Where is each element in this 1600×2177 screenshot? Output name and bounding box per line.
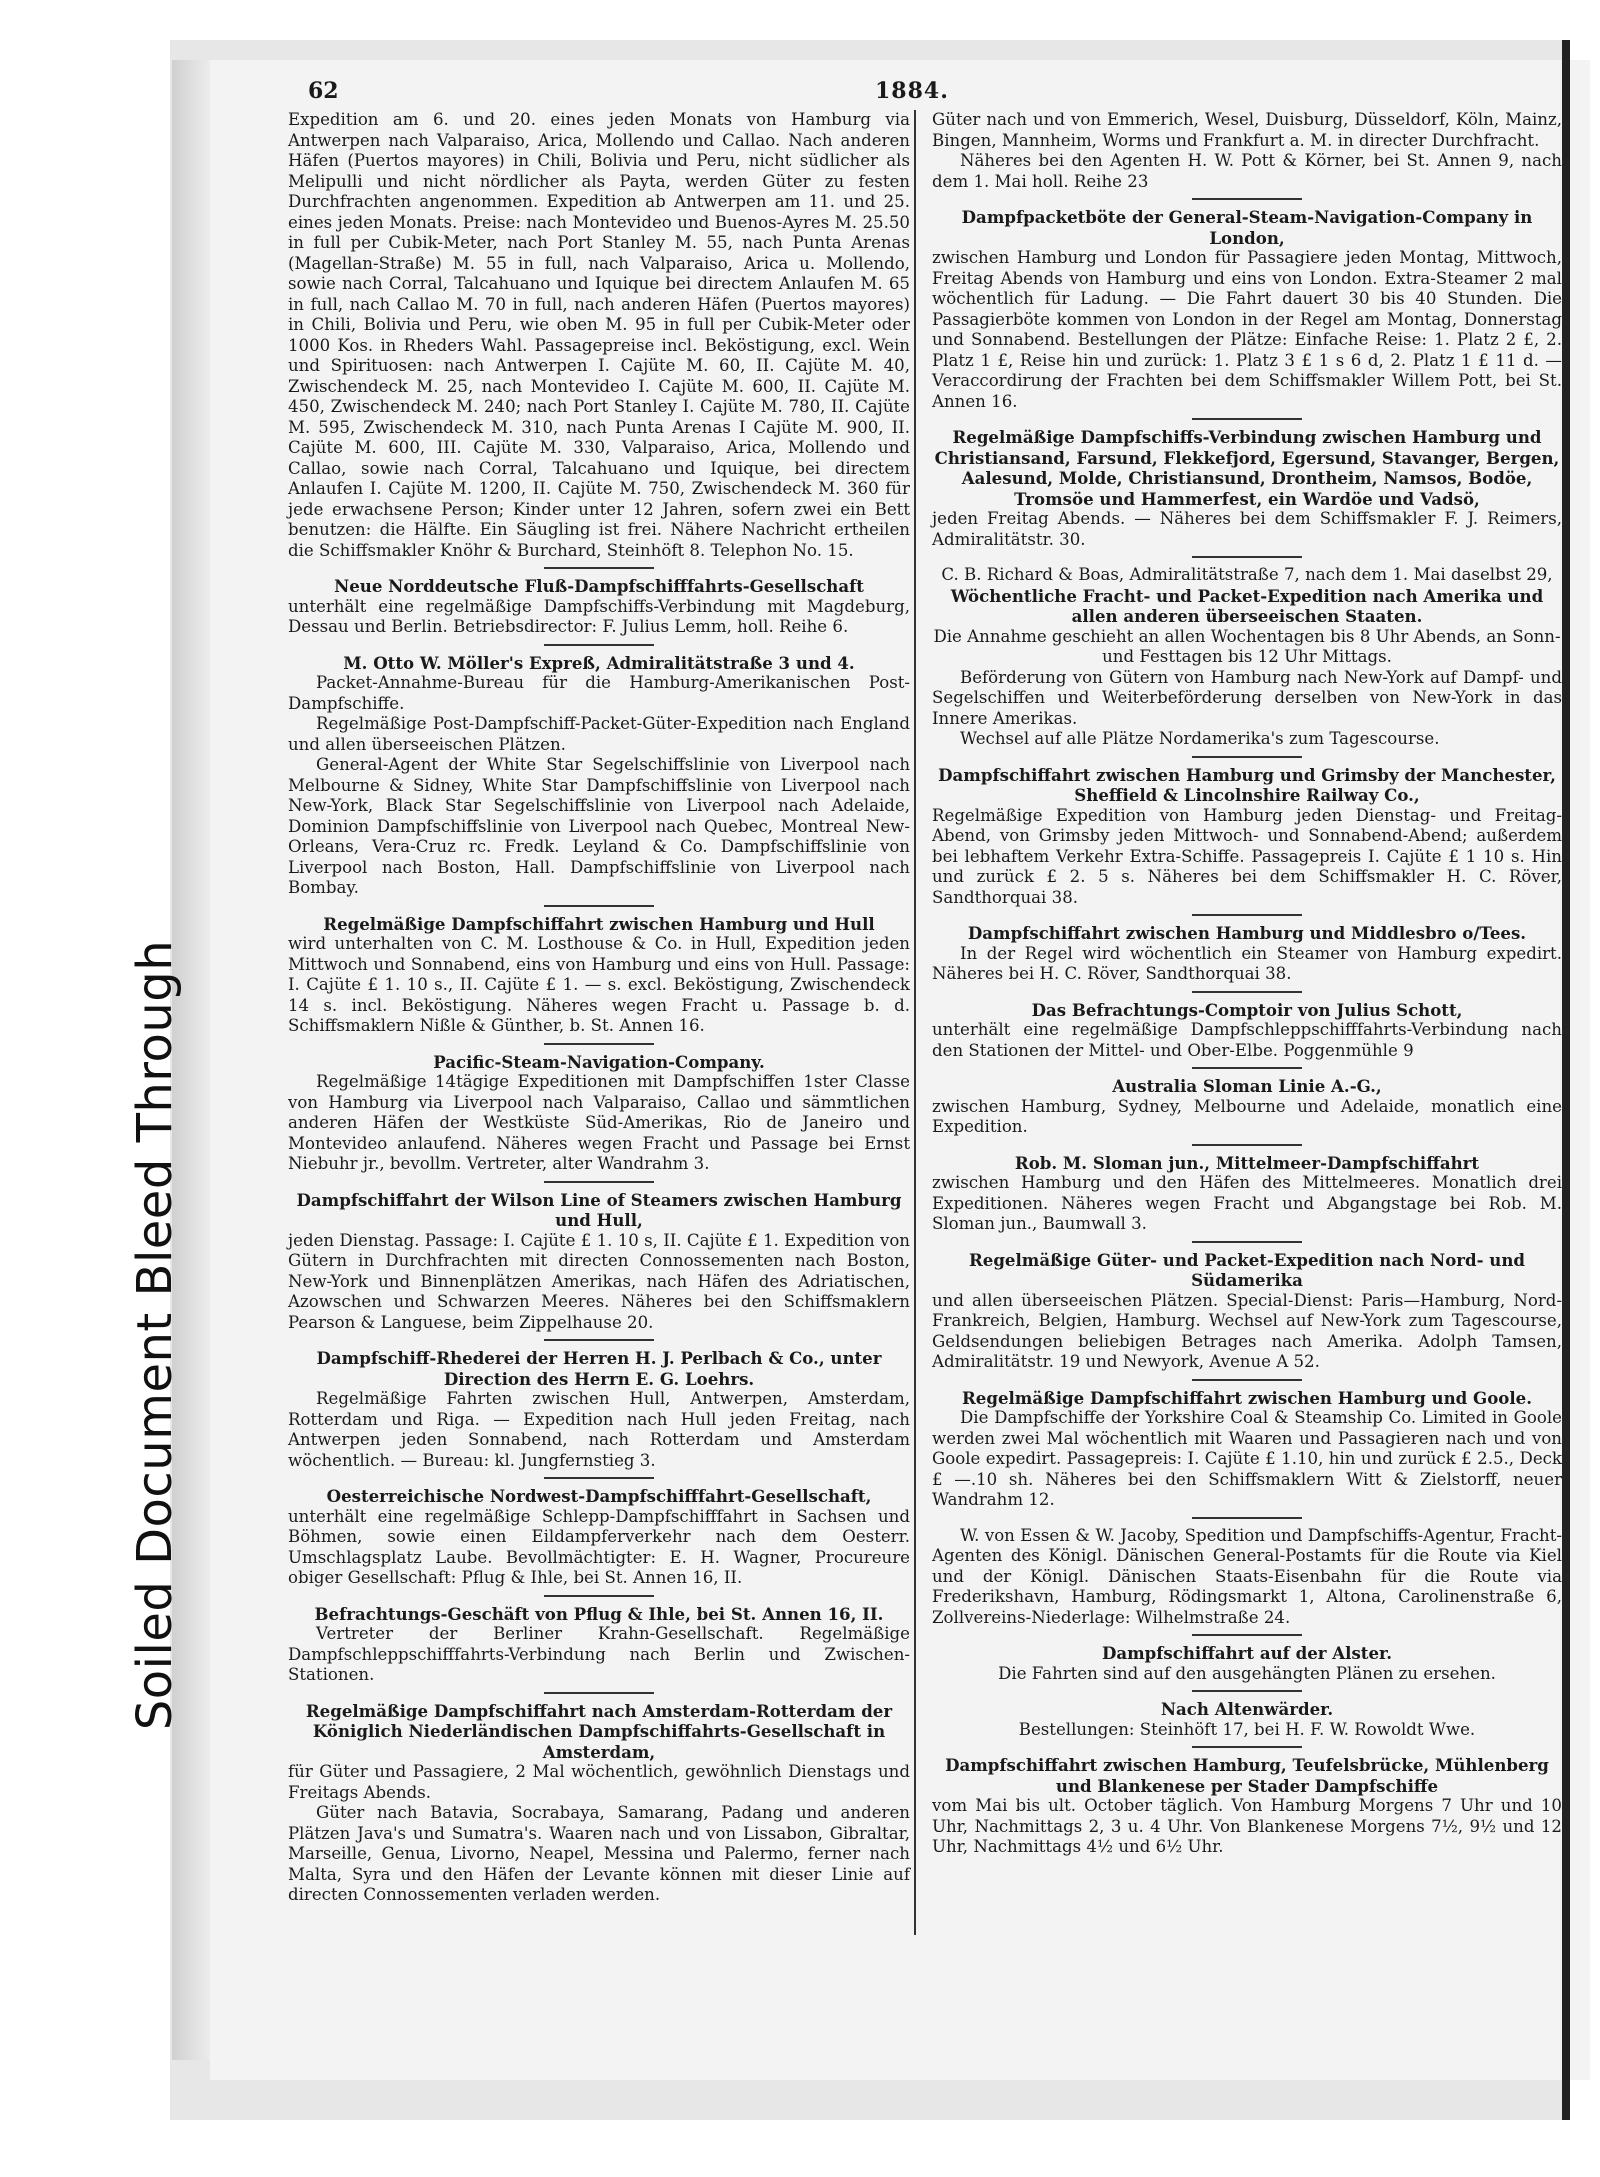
section-heading: M. Otto W. Möller's Expreß, Admiralitätstraße 3 und 4. (343, 652, 855, 673)
section-heading: Wöchentliche Fracht- und Packet-Expedition nach Amerika und allen anderen überseeischen Staaten. (950, 585, 1544, 626)
paragraph: Beförderung von Gütern von Hamburg nach New-York auf Dampf- und Segelschiffen und Weiterbeförderung derselben von New-York in das Innere Amerikas. (932, 667, 1562, 728)
paragraph: Packet-Annahme-Bureau für die Hamburg-Amerikanischen Post-Dampfschiffe. (288, 673, 910, 713)
paragraph: für Güter und Passagiere, 2 Mal wöchentlich, gewöhnlich Dienstags und Freitags Abends. (288, 1762, 910, 1802)
paragraph: Güter nach und von Emmerich, Wesel, Duisburg, Düsseldorf, Köln, Mainz, Bingen, Mannheim, Worms und Frankfurt a. M. in directer Durchfracht. (932, 110, 1562, 150)
section-separator (1192, 1067, 1302, 1069)
section-separator (544, 567, 654, 569)
section-heading: Regelmäßige Dampfschiffs-Verbindung zwischen Hamburg und Christiansand, Farsund, Flekkefjord, Egersund, Stavanger, Bergen, Aalesund, Molde, Christiansund, Drontheim, Namsos, Bodöe, Tromsöe und Hammerfest, ein Wardöe und Vadsö, (934, 427, 1560, 509)
section-separator (1192, 1690, 1302, 1692)
page-edge-right (1562, 40, 1570, 2120)
paragraph: unterhält eine regelmäßige Dampfschleppschifffahrts-Verbindung nach den Stationen der Mittel- und Ober-Elbe. Poggenmühle 9 (932, 1020, 1562, 1060)
condition-stamp-label: Soiled Document Bleed Through (127, 939, 183, 1731)
section-heading: Regelmäßige Dampfschiffahrt nach Amsterdam-Rotterdam der Königlich Niederländischen Dampfschiffahrts-Gesellschaft in Amsterdam, (305, 1700, 893, 1762)
section-heading: Dampfschiffahrt zwischen Hamburg und Middlesbro o/Tees. (967, 923, 1527, 943)
section-separator (1192, 991, 1302, 993)
section-heading: Regelmäßige Dampfschiffahrt zwischen Hamburg und Hull (323, 913, 875, 934)
section-separator (544, 1181, 654, 1183)
paragraph: General-Agent der White Star Segelschiffslinie von Liverpool nach Melbourne & Sidney, White Star Dampfschiffslinie von Liverpool nach New-York, Black Star Segelschiffslinie von Liverpool nach Adelaide, Dominion Dampfschiffslinie von Liverpool nach Quebec, Montreal New-Orleans, Vera-Cruz rc. Fredk. Leyland & Co. Dampfschiffslinie von Liverpool nach Boston, Hall. Dampfschiffslinie von Liverpool nach Bombay. (288, 755, 910, 897)
section-heading: Das Befrachtungs-Comptoir von Julius Schott, (1031, 999, 1463, 1020)
section-separator (544, 1692, 654, 1694)
paragraph: Regelmäßige 14tägige Expeditionen mit Dampfschiffen 1ster Classe von Hamburg via Liverpool nach Valparaiso, Callao und sämmtlichen anderen Häfen der Westküste Süd-Amerikas, Rio de Janeiro und Montevideo anlaufend. Näheres wegen Fracht und Passage bei Ernst Niebuhr jr., bevollm. Vertreter, alter Wandrahm 3. (288, 1072, 910, 1173)
right-column (932, 110, 1562, 1858)
paragraph: zwischen Hamburg, Sydney, Melbourne und Adelaide, monatlich eine Expedition. (932, 1096, 1562, 1136)
page-number: 62 (308, 78, 339, 104)
section-heading: Oesterreichische Nordwest-Dampfschifffahrt-Gesellschaft, (326, 1486, 872, 1506)
paragraph: jeden Freitag Abends. — Näheres bei dem Schiffsmakler F. J. Reimers, Admiralitätstr. 30. (932, 509, 1562, 549)
paragraph: Regelmäßige Fahrten zwischen Hull, Antwerpen, Amsterdam, Rotterdam und Riga. — Expedition nach Hull jeden Freitag, nach Antwerpen jeden Sonnabend, nach Rotterdam und Amsterdam wöchentlich. — Bureau: kl. Jungfernstieg 3. (288, 1389, 910, 1470)
paragraph: unterhält eine regelmäßige Schlepp-Dampfschifffahrt in Sachsen und Böhmen, sowie einen Eildampferverkehr nach dem Oesterr. Umschlagsplatz Laube. Bevollmächtigter: E. H. Wagner, Procureure obiger Gesellschaft: Pflug & Ihle, bei St. Annen 16, II. (288, 1506, 910, 1587)
condition-stamp (105, 685, 205, 1985)
section-separator (1192, 756, 1302, 758)
paragraph: Näheres bei den Agenten H. W. Pott & Körner, bei St. Annen 9, nach dem 1. Mai holl. Reihe 23 (932, 151, 1562, 191)
section-separator (1192, 556, 1302, 558)
section-heading: Nach Altenwärder. (1160, 1699, 1334, 1719)
section-heading: Regelmäßige Dampfschiffahrt zwischen Hamburg und Goole. (962, 1387, 1532, 1408)
section-separator (1192, 198, 1302, 200)
section-separator (1192, 1379, 1302, 1381)
paragraph: Güter nach Batavia, Socrabaya, Samarang, Padang und anderen Plätzen Java's und Sumatra's. Waaren nach und von Lissabon, Gibraltar, Marseille, Genua, Livorno, Neapel, Messina und Palermo, ferner nach Malta, Syra und den Häfen der Levante können mit dieser Linie auf directen Connossementen verladen werden. (288, 1803, 910, 1904)
column-divider (914, 110, 916, 1935)
section-heading: Australia Sloman Linie A.-G., (1112, 1076, 1382, 1096)
section-separator (544, 1339, 654, 1341)
section-separator (544, 905, 654, 907)
centered-line: C. B. Richard & Boas, Admiralitätstraße 7, nach dem 1. Mai daselbst 29, (941, 565, 1553, 584)
paragraph: vom Mai bis ult. October täglich. Von Hamburg Morgens 7 Uhr und 10 Uhr, Nachmittags 2, 3 u. 4 Uhr. Von Blankenese Morgens 7½, 9½ und 12 Uhr, Nachmittags 4½ und 6½ Uhr. (932, 1796, 1562, 1856)
paragraph: Regelmäßige Post-Dampfschiff-Packet-Güter-Expedition nach England und allen überseeischen Plätzen. (288, 714, 910, 754)
section-heading: Dampfschiffahrt zwischen Hamburg, Teufelsbrücke, Mühlenberg und Blankenese per Stader Dampfschiffe (945, 1755, 1549, 1796)
section-heading: Dampfschiffahrt zwischen Hamburg und Grimsby der Manchester, Sheffield & Lincolnshire Railway Co., (938, 764, 1556, 805)
paragraph: Regelmäßige Expedition von Hamburg jeden Dienstag- und Freitag-Abend, von Grimsby jeden Mittwoch- und Sonnabend-Abend; außerdem bei lebhaftem Verkehr Extra-Schiffe. Passagepreis I. Cajüte £ 1 10 s. Hin und zurück £ 2. 5 s. Näheres bei dem Schiffsmakler H. C. Röver, Sandthorquai 38. (932, 805, 1562, 907)
section-heading: Pacific-Steam-Navigation-Company. (433, 1051, 765, 1072)
section-separator (1192, 1517, 1302, 1519)
centered-line: Die Annahme geschieht an allen Wochentagen bis 8 Uhr Abends, an Sonn- und Festtagen bis 12 Uhr Mittags. (933, 626, 1561, 666)
page-header (300, 78, 1570, 108)
section-heading: Dampfpacketböte der General-Steam-Navigation-Company in London, (961, 207, 1533, 248)
paragraph: unterhält eine regelmäßige Dampfschiffs-Verbindung mit Magdeburg, Dessau und Berlin. Betriebsdirector: F. Julius Lemm, holl. Reihe 6. (288, 596, 910, 636)
paragraph: Expedition am 6. und 20. eines jeden Monats von Hamburg via Antwerpen nach Valparaiso, Arica, Mollendo und Callao. Nach anderen Häfen (Puertos mayores) in Chili, Bolivia und Peru, nicht südlicher als Melipulli und nicht nördlicher als Payta, werden Güter zu festen Durchfrachten angenommen. Expedition ab Antwerpen am 11. und 25. eines jeden Monats. Preise: nach Montevideo und Buenos-Ayres M. 25.50 in full per Cubik-Meter, nach Port Stanley M. 55, nach Punta Arenas (Magellan-Straße) M. 55 in full, nach Valparaiso, Arica u. Mollendo, sowie nach Corral, Talcahuano und Iquique bei directem Anlaufen M. 65 in full, nach Callao M. 70 in full, nach anderen Häfen (Puertos mayores) in Chili, Bolivia und Peru, wie oben M. 95 in full per Cubik-Meter oder 1000 Kos. in Rheders Wahl. Passagepreise incl. Beköstigung, excl. Wein und Spirituosen: nach Antwerpen I. Cajüte M. 60, II. Cajüte M. 40, Zwischendeck M. 25, nach Montevideo I. Cajüte M. 600, II. Cajüte M. 450, Zwischendeck M. 240; nach Port Stanley I. Cajüte M. 780, II. Cajüte M. 595, Zwischendeck M. 310, nach Punta Arenas I Cajüte M. 900, II. Cajüte M. 600, III. Cajüte M. 330, Valparaiso, Arica, Mollendo und Callao, sowie nach Corral, Talcahuano und Iquique, bei directem Anlaufen I. Cajüte M. 1200, II. Cajüte M. 750, Zwischendeck M. 360 für jede erwachsene Person; Kinder unter 12 Jahren, sofern zwei ein Bett benutzen: die Hälfte. Ein Säugling ist frei. Nähere Nachricht ertheilen die Schiffsmakler Knöhr & Burchard, Steinhöft 8. Telephon No. 15. (288, 110, 910, 560)
section-separator (1192, 1241, 1302, 1243)
section-heading: Dampfschiff-Rhederei der Herren H. J. Perlbach & Co., unter Direction des Herrn E. G. Loehrs. (316, 1348, 882, 1389)
section-heading: Befrachtungs-Geschäft von Pflug & Ihle, bei St. Annen 16, II. (314, 1603, 884, 1624)
section-heading: Neue Norddeutsche Fluß-Dampfschifffahrts-Gesellschaft (334, 576, 864, 596)
paragraph: Vertreter der Berliner Krahn-Gesellschaft. Regelmäßige Dampfschleppschifffahrts-Verbindung nach Berlin und Zwischen-Stationen. (288, 1624, 910, 1684)
section-separator (544, 1595, 654, 1597)
left-column (288, 110, 910, 1906)
paragraph: wird unterhalten von C. M. Losthouse & Co. in Hull, Expedition jeden Mittwoch und Sonnabend, eins von Hamburg und eins von Hull. Passage: I. Cajüte £ 1. 10 s., II. Cajüte £ 1. — s. excl. Beköstigung, Zwischendeck 14 s. incl. Beköstigung. Näheres wegen Fracht u. Passage b. d. Schiffsmaklern Nißle & Günther, b. St. Annen 16. (288, 934, 910, 1035)
section-separator (1192, 1144, 1302, 1146)
centered-line: Bestellungen: Steinhöft 17, bei H. F. W. Rowoldt Wwe. (1018, 1719, 1476, 1739)
paragraph: zwischen Hamburg und London für Passagiere jeden Montag, Mittwoch, Freitag Abends von Hamburg und eins von London. Extra-Steamer 2 mal wöchentlich für Ladung. — Die Fahrt dauert 30 bis 40 Stunden. Die Passagierböte kommen von London in der Regel am Montag, Donnerstag und Sonnabend. Bestellungen der Plätze: Einfache Reise: 1. Platz 2 £, 2. Platz 1 £, Reise hin und zurück: 1. Platz 3 £ 1 s 6 d, 2. Platz 1 £ 11 d. — Veraccordirung der Frachten bei dem Schiffsmakler Willem Pott, bei St. Annen 16. (932, 248, 1562, 411)
section-separator (1192, 1746, 1302, 1748)
centered-line: Die Fahrten sind auf den ausgehängten Plänen zu ersehen. (998, 1663, 1496, 1683)
section-separator (544, 644, 654, 646)
section-heading: Regelmäßige Güter- und Packet-Expedition nach Nord- und Südamerika (968, 1249, 1526, 1290)
paragraph: und allen überseeischen Plätzen. Special-Dienst: Paris—Hamburg, Nord-Frankreich, Belgien, Hamburg. Wechsel auf New-York zum Tagescourse, Geldsendungen beliebigen Betrages nach Amerika. Adolph Tamsen, Admiralitätstr. 19 und Newyork, Avenue A 52. (932, 1290, 1562, 1371)
section-heading: Rob. M. Sloman jun., Mittelmeer-Dampfschiffahrt (1014, 1152, 1480, 1173)
paragraph: W. von Essen & W. Jacoby, Spedition und Dampfschiffs-Agentur, Fracht-Agenten des Königl. Dänischen General-Postamts für die Route via Kiel und der Königl. Dänischen Staats-Eisenbahn für die Route via Frederikshavn, Hamburg, Rödingsmarkt 1, Altona, Carolinenstraße 6, Zollvereins-Niederlage: Wilhelmstraße 24. (932, 1525, 1562, 1627)
section-separator (1192, 418, 1302, 420)
section-separator (1192, 914, 1302, 916)
paragraph: jeden Dienstag. Passage: I. Cajüte £ 1. 10 s, II. Cajüte £ 1. Expedition von Gütern in Durchfrachten mit directen Connossementen nach Boston, New-York und Binnenplätzen Amerikas, nach Häfen des Adriatischen, Azowschen und Schwarzen Meeres. Näheres bei den Schiffsmaklern Pearson & Languese, beim Zippelhause 20. (288, 1230, 910, 1332)
paragraph: Wechsel auf alle Plätze Nordamerika's zum Tagescourse. (960, 729, 1440, 748)
paragraph: Die Dampfschiffe der Yorkshire Coal & Steamship Co. Limited in Goole werden zwei Mal wöchentlich mit Waaren und Passagieren nach und von Goole expedirt. Passagepreis: I. Cajüte £ 1.10, hin und zurück £ 2.5., Deck £ —.10 sh. Näheres bei den Schiffsmaklern Witt & Zielstorff, neuer Wandrahm 12. (932, 1408, 1562, 1509)
section-separator (544, 1043, 654, 1045)
section-heading: Dampfschiffahrt der Wilson Line of Steamers zwischen Hamburg und Hull, (296, 1189, 902, 1230)
paragraph: In der Regel wird wöchentlich ein Steamer von Hamburg expedirt. Näheres bei H. C. Röver, Sandthorquai 38. (932, 943, 1562, 983)
section-heading: Dampfschiffahrt auf der Alster. (1101, 1643, 1393, 1663)
paragraph: zwischen Hamburg und den Häfen des Mittelmeeres. Monatlich drei Expeditionen. Näheres wegen Fracht und Abgangstage bei Rob. M. Sloman jun., Baumwall 3. (932, 1173, 1562, 1233)
section-separator (1192, 1634, 1302, 1636)
page-year: 1884. (875, 78, 949, 104)
section-separator (544, 1477, 654, 1479)
